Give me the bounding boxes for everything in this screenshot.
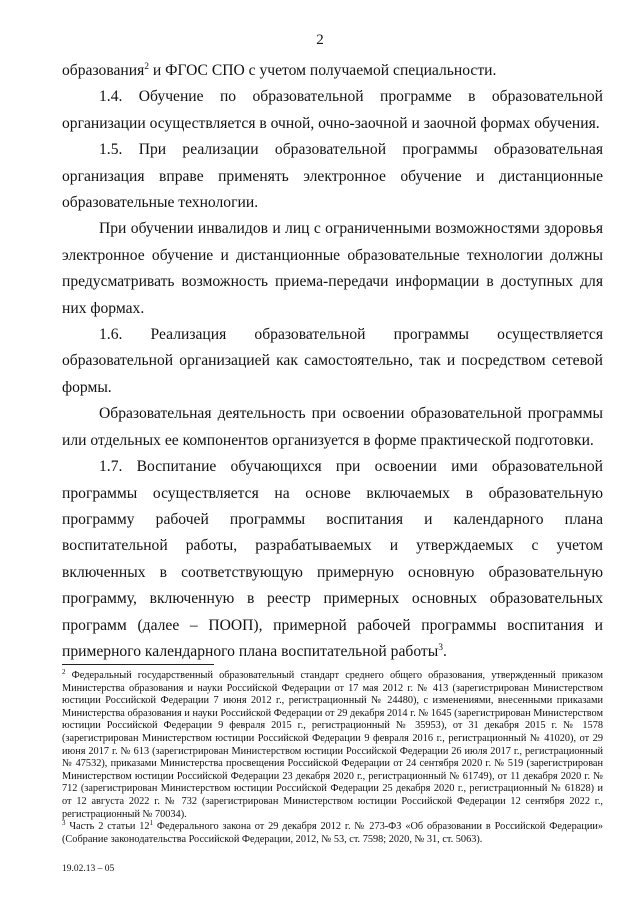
- footnote-2: [62, 670, 603, 821]
- footnote-3: [62, 821, 603, 846]
- footnote-text: Часть 2 статьи 12: [65, 821, 150, 833]
- footnote-separator: [62, 664, 214, 665]
- footnote-superscript: 1: [149, 819, 154, 828]
- paragraph-text: и ФГОС СПО с учетом получаемой специальности.: [149, 62, 497, 79]
- paragraph-1-4: 1.4. Обучение по образовательной программе в образовательной организации осуществляется в очной, очно-заочной и заочной формах обучения.: [62, 88, 603, 132]
- paragraph-1-7: [62, 454, 603, 665]
- footnote-text: Федерального закона от 29 декабря 2012 г. № 273-ФЗ «Об образовании в Российской Федерации» (Собрание законодательства Российской Федерации, 2012, № 53, ст. 7598; 2020, № 31, ст. 5063).: [62, 821, 603, 845]
- body-text: [62, 58, 603, 665]
- paragraph-disabled-learners: При обучении инвалидов и лиц с ограниченными возможностями здоровья электронное обучение и дистанционные образовательные технологии должны предусматривать возможность приема-передачи информации в доступных для них формах.: [62, 220, 603, 317]
- page-number: 2: [316, 32, 324, 48]
- footnote-mark: 2: [62, 668, 66, 676]
- paragraph-text: .: [442, 642, 447, 660]
- paragraph-continuation: [62, 58, 603, 84]
- footnotes: [62, 670, 603, 846]
- paragraph-text: 1.7. Воспитание обучающихся при освоении ими образовательной программы осуществляется на основе включаемых в образовательную программу рабочей программы воспитания и календарного плана воспитательной работы, разрабатываемых и утверждаемых с учетом включенных в соответствующую примерную основную образовательную программу, включенную в реестр примерных основных образовательных программ (далее – ПООП), примерной рабочей программы воспитания и примерного календарного плана воспитательной работы: [62, 458, 603, 660]
- paragraph-text: образования: [62, 62, 145, 79]
- footnote-text: Федеральный государственный образовательный стандарт среднего общего образования, утвержденный приказом Министерства образования и науки Российской Федерации от 17 мая 2012 г. № 413 (зарегистрирован Министерством юстиции Российской Федерации 7 июня 2012 г., регистрационный № 24480), с изменениями, внесенными приказами Министерства образования и науки Российской Федерации от 29 декабря 2014 г. № 1645 (зарегистрирован Министерством юстиции Российской Федерации 9 февраля 2015 г., регистрационный № 35953), от 31 декабря 2015 г. № 1578 (зарегистрирован Министерством юстиции Российской Федерации 9 февраля 2016 г., регистрационный № 41020), от 29 июня 2017 г. № 613 (зарегистрирован Министерством юстиции Российской Федерации 26 июля 2017 г., регистрационный № 47532), приказами Министерства просвещения Российской Федерации от 24 сентября 2020 г. № 519 (зарегистрирован Министерством юстиции Российской Федерации 23 декабря 2020 г., регистрационный № 61749), от 11 декабря 2020 г. № 712 (зарегистрирован Министерством юстиции Российской Федерации 25 декабря 2020 г., регистрационный № 61828) и от 12 августа 2022 г. № 732 (зарегистрирован Министерством юстиции Российской Федерации 12 сентября 2022 г., регистрационный № 70034).: [62, 670, 603, 820]
- footnote-mark: 3: [62, 819, 66, 828]
- document-code: 19.02.13 – 05: [62, 864, 115, 874]
- paragraph-1-5: 1.5. При реализации образовательной программы образовательная организация вправе применять электронное обучение и дистанционные образовательные технологии.: [62, 141, 603, 212]
- paragraph-practical-training: Образовательная деятельность при освоении образовательной программы или отдельных ее компонентов организуется в форме практической подготовки.: [62, 405, 603, 449]
- footnote-ref-3[interactable]: 3: [438, 642, 443, 653]
- paragraph-1-6: 1.6. Реализация образовательной программы осуществляется образовательной организацией как самостоятельно, так и посредством сетевой формы.: [62, 326, 603, 396]
- footnote-ref-2[interactable]: 2: [144, 62, 150, 72]
